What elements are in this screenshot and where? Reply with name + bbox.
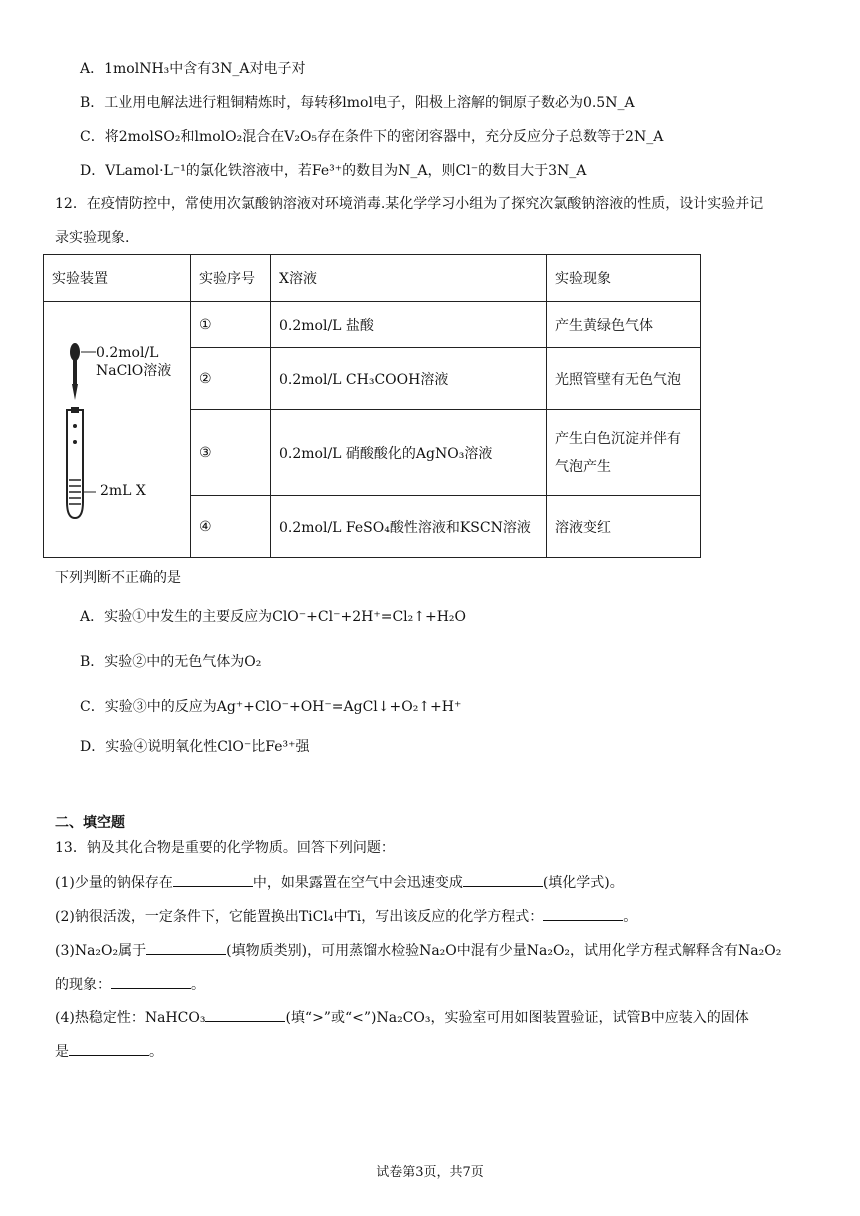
q13-part3-text-a: (3)Na₂O₂属于 [55,943,147,959]
q13-part1 [55,872,624,893]
q11-option-b: B．工业用电解法进行粗铜精炼时，每转移lmol电子，阳极上溶解的铜原子数必为0.5N_A [80,95,635,111]
row1-x: 0.2mol/L 盐酸 [271,302,547,348]
q12-stem-line2: 录实验现象. [55,230,130,246]
apparatus-label-naclo: NaClO溶液 [96,363,172,379]
row4-number: ④ [191,496,271,558]
answer-blank[interactable] [205,1007,285,1022]
answer-blank[interactable] [111,974,191,989]
header-apparatus: 实验装置 [44,255,191,302]
q13-part4-continued [55,1041,163,1062]
experiment-table [43,254,701,558]
q13-part1-text-a: (1)少量的钠保存在 [55,875,173,891]
q12-option-a: A．实验①中发生的主要反应为ClO⁻+Cl⁻+2H⁺=Cl₂↑+H₂O [80,609,467,625]
q13-part3-text-b: (填物质类别)，可用蒸馏水检验Na₂O中混有少量Na₂O₂，试用化学方程式解释含有Na₂O₂ [226,943,782,959]
row2-phenomenon: 光照管壁有无色气泡 [547,348,701,410]
q13-part2-text-a: (2)钠很活泼，一定条件下，它能置换出TiCl₄中Ti，写出该反应的化学方程式： [55,909,544,925]
q13-part3-continued [55,974,205,995]
apparatus-cell [44,302,191,558]
row3-phenomenon-line1: 产生白色沉淀并伴有 [555,430,681,447]
row3-number: ③ [191,410,271,496]
q13-part4-text-d: 。 [149,1044,163,1060]
answer-blank[interactable] [173,872,253,887]
answer-blank[interactable] [146,940,226,955]
table-header-row [44,255,701,302]
header-number: 实验序号 [191,255,271,302]
q12-option-b: B．实验②中的无色气体为O₂ [80,654,262,670]
apparatus-label-x: 2mL X [100,483,146,499]
apparatus-label-concentration: 0.2mol/L [96,345,159,361]
answer-blank[interactable] [543,906,623,921]
table-row [44,302,701,348]
q13-part1-text-b: 中，如果露置在空气中会迅速变成 [252,875,463,891]
header-x-solution: X溶液 [271,255,547,302]
q12-stem-line1: 12．在疫情防控中，常使用次氯酸钠溶液对环境消毒.某化学学习小组为了探究次氯酸钠溶液的性质，设计实验并记 [55,196,764,212]
row4-x: 0.2mol/L FeSO₄酸性溶液和KSCN溶液 [271,496,547,558]
row2-x: 0.2mol/L CH₃COOH溶液 [271,348,547,410]
test-tube-dropper-diagram [44,302,191,558]
q12-option-c: C．实验③中的反应为Ag⁺+ClO⁻+OH⁻=AgCl↓+O₂↑+H⁺ [80,699,462,715]
answer-blank[interactable] [69,1041,149,1056]
q13-part4-text-a: (4)热稳定性：NaHCO₃ [55,1010,206,1026]
row2-number: ② [191,348,271,410]
q12-option-d: D．实验④说明氧化性ClO⁻比Fe³⁺强 [80,739,310,755]
q13-part1-text-c: (填化学式)。 [542,875,624,891]
q12-question: 下列判断不正确的是 [55,570,181,586]
header-phenomenon: 实验现象 [547,255,701,302]
q13-part4 [55,1007,749,1028]
row3-phenomenon-line2: 气泡产生 [555,458,611,475]
row3-phenomenon [547,410,701,496]
q13-part3-text-c: 的现象： [55,977,111,993]
answer-blank[interactable] [463,872,543,887]
row4-phenomenon: 溶液变红 [547,496,701,558]
q11-option-d: D．VLamol·L⁻¹的氯化铁溶液中，若Fe³⁺的数目为N_A，则Cl⁻的数目大于3N_A [80,163,587,179]
q13-part4-text-c: 是 [55,1044,69,1060]
q13-part2 [55,906,637,927]
q13-part2-text-b: 。 [623,909,638,925]
q13-part3-text-d: 。 [191,977,205,993]
q13-part3 [55,940,781,961]
q11-option-a: A．1molNH₃中含有3N_A对电子对 [80,61,306,77]
section-title: 二、填空题 [55,815,125,831]
q13-stem: 13．钠及其化合物是重要的化学物质。回答下列问题： [55,840,395,856]
row3-x: 0.2mol/L 硝酸酸化的AgNO₃溶液 [271,410,547,496]
page-footer: 试卷第3页，共7页 [376,1165,484,1180]
q11-option-c: C．将2molSO₂和lmolO₂混合在V₂O₅存在条件下的密闭容器中，充分反应分子总数等于2N_A [80,129,664,145]
q13-part4-text-b: (填“>”或“<”)Na₂CO₃，实验室可用如图装置验证，试管B中应装入的固体 [285,1010,749,1026]
row1-number: ① [191,302,271,348]
row1-phenomenon: 产生黄绿色气体 [547,302,701,348]
